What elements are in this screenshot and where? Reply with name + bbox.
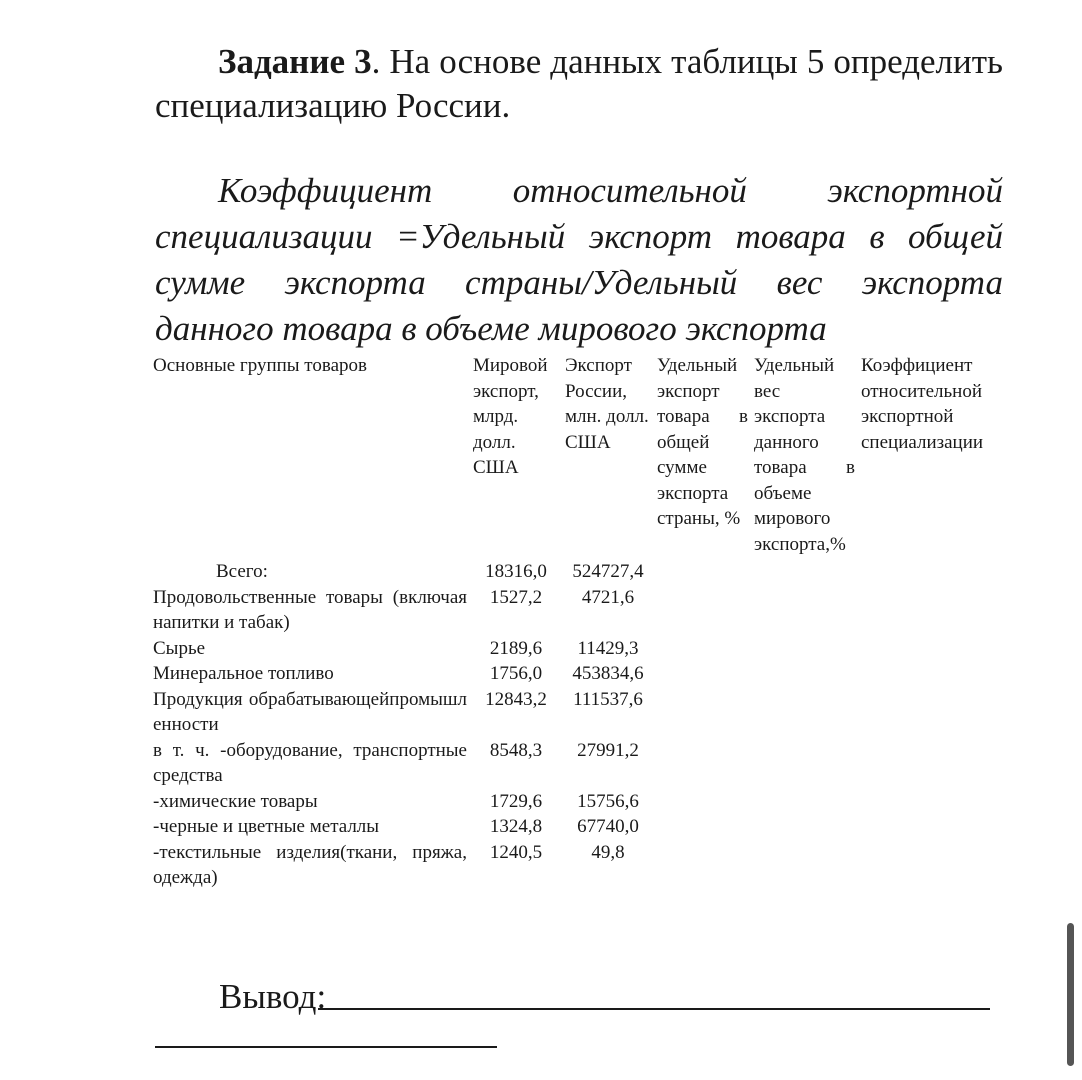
russia-export-value: 111537,6 [573, 688, 643, 710]
russia-export-value: 67740,0 [577, 816, 639, 837]
russia-export-value: 27991,2 [577, 739, 639, 761]
empty-cell [654, 789, 751, 815]
table-header-row [150, 353, 1008, 559]
empty-cell [858, 559, 1008, 585]
world-export-value: 12843,2 [485, 688, 547, 710]
empty-cell [858, 738, 1008, 789]
task-label: Задание 3 [218, 42, 372, 81]
russia-export-value: 15756,6 [577, 790, 639, 812]
header-goods-groups: Основные группы товаров [153, 355, 367, 376]
empty-cell [654, 661, 751, 687]
empty-cell [858, 636, 1008, 662]
table-row [150, 687, 1008, 738]
russia-export-value: 49,8 [591, 841, 625, 863]
world-export-value: 1527,2 [489, 586, 543, 608]
world-export-value: 1756,0 [489, 663, 543, 684]
header-russia-export: Экспорт России, млн. долл. США [565, 355, 649, 453]
table-row [150, 789, 1008, 815]
formula-definition [155, 168, 1003, 352]
world-export-value: 1729,6 [489, 790, 543, 812]
row-label: Продукция обрабатывающейпромышленности [153, 688, 467, 735]
empty-cell [654, 840, 751, 891]
empty-cell [751, 559, 858, 585]
russia-export-value: 524727,4 [572, 561, 644, 582]
header-share-country-export: Удельный экспорт товара в общей сумме экспорта страны, % [657, 355, 748, 529]
header-share-world-export: Удельный вес экспорта данного товара в объеме мирового экспорта,% [754, 355, 855, 555]
row-label: Сырье [153, 637, 206, 659]
row-label: Продовольственные товары (включая напитки и табак) [153, 586, 467, 633]
task-text: . На основе данных таблицы 5 определить специализацию России. [155, 42, 1004, 125]
row-label: Всего: [216, 561, 268, 582]
empty-cell [751, 789, 858, 815]
table-row [150, 840, 1008, 891]
empty-cell [751, 585, 858, 636]
header-world-export: Мировой экспорт, млрд. долл. США [473, 355, 548, 478]
row-label: в т. ч. -оборудование, транспортные средства [153, 739, 467, 786]
world-export-value: 1240,5 [489, 841, 543, 863]
empty-cell [751, 687, 858, 738]
table-row-total [150, 559, 1008, 585]
empty-cell [654, 636, 751, 662]
world-export-value: 18316,0 [485, 561, 547, 582]
row-label: Минеральное топливо [153, 663, 334, 684]
table-row [150, 636, 1008, 662]
empty-cell [858, 687, 1008, 738]
formula-text: Коэффициент относительной экспортной специализации =Удельный экспорт товара в общей сумме экспорта страны/Удельный вес экспорта данного товара в объеме мирового экспорта [155, 171, 1003, 348]
empty-cell [751, 814, 858, 840]
header-specialization-coefficient: Коэффициент относительной экспортной специализации [861, 355, 984, 453]
empty-cell [654, 814, 751, 840]
table-row [150, 738, 1008, 789]
export-table [150, 353, 1008, 891]
row-label: -текстильные изделия(ткани, пряжа, одежда) [153, 841, 467, 888]
row-label: -химические товары [153, 790, 318, 812]
empty-cell [654, 687, 751, 738]
empty-cell [654, 585, 751, 636]
answer-line-continued[interactable] [155, 1046, 497, 1048]
empty-cell [751, 738, 858, 789]
table-row [150, 661, 1008, 687]
empty-cell [654, 738, 751, 789]
russia-export-value: 4721,6 [581, 586, 635, 608]
empty-cell [858, 840, 1008, 891]
world-export-value: 2189,6 [489, 637, 543, 659]
world-export-value: 1324,8 [489, 816, 543, 837]
empty-cell [858, 814, 1008, 840]
world-export-value: 8548,3 [489, 739, 543, 761]
empty-cell [858, 661, 1008, 687]
empty-cell [654, 559, 751, 585]
answer-line[interactable] [318, 1008, 990, 1010]
scrollbar-thumb[interactable] [1067, 923, 1074, 1066]
empty-cell [751, 840, 858, 891]
russia-export-value: 11429,3 [577, 637, 639, 659]
empty-cell [751, 661, 858, 687]
row-label: -черные и цветные металлы [153, 816, 380, 837]
task-statement [155, 40, 1003, 128]
empty-cell [751, 636, 858, 662]
conclusion-label: Вывод: [219, 977, 327, 1016]
russia-export-value: 453834,6 [572, 663, 644, 684]
table-row [150, 585, 1008, 636]
empty-cell [858, 789, 1008, 815]
table-row [150, 814, 1008, 840]
empty-cell [858, 585, 1008, 636]
